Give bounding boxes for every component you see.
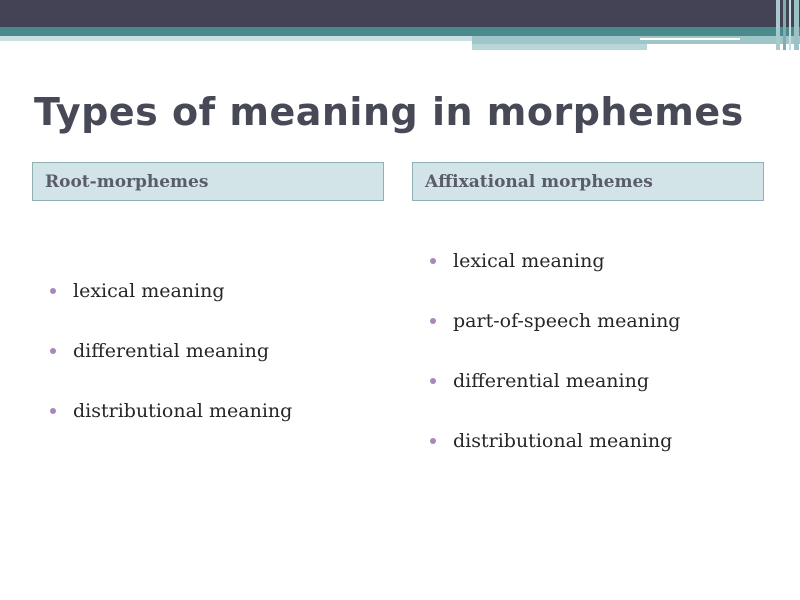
list-item-label: part-of-speech meaning — [453, 310, 681, 332]
list-item — [50, 397, 292, 457]
banner-accent-line — [640, 38, 740, 40]
banner-light-band — [472, 44, 647, 50]
list-item — [430, 247, 680, 307]
bullet-icon — [430, 258, 436, 264]
list-item-label: lexical meaning — [453, 250, 605, 272]
list-item-label: distributional meaning — [453, 430, 673, 452]
column-header-root-morphemes: Root-morphemes — [32, 162, 384, 201]
affixational-morphemes-list — [430, 247, 680, 487]
list-item — [50, 277, 292, 337]
banner-stripe — [783, 0, 786, 50]
banner-stripe — [794, 0, 799, 50]
bullet-icon — [50, 408, 56, 414]
bullet-icon — [50, 288, 56, 294]
list-item-label: lexical meaning — [73, 280, 225, 302]
bullet-icon — [430, 438, 436, 444]
slide-title: Types of meaning in morphemes — [34, 90, 744, 134]
banner-stripe — [776, 0, 780, 50]
banner-dark-band — [0, 0, 800, 27]
list-item-label: differential meaning — [453, 370, 650, 392]
list-item-label: distributional meaning — [73, 400, 293, 422]
list-item — [430, 307, 680, 367]
root-morphemes-list — [50, 277, 292, 457]
banner-teal-band — [0, 27, 800, 36]
list-item — [430, 367, 680, 427]
bullet-icon — [50, 348, 56, 354]
list-item — [430, 427, 680, 487]
banner-light-band — [472, 36, 800, 44]
bullet-icon — [430, 318, 436, 324]
banner-stripe — [789, 0, 791, 50]
banner-light-band — [0, 36, 472, 41]
bullet-icon — [430, 378, 436, 384]
column-header-affixational-morphemes: Affixational morphemes — [412, 162, 764, 201]
list-item — [50, 337, 292, 397]
list-item-label: differential meaning — [73, 340, 270, 362]
